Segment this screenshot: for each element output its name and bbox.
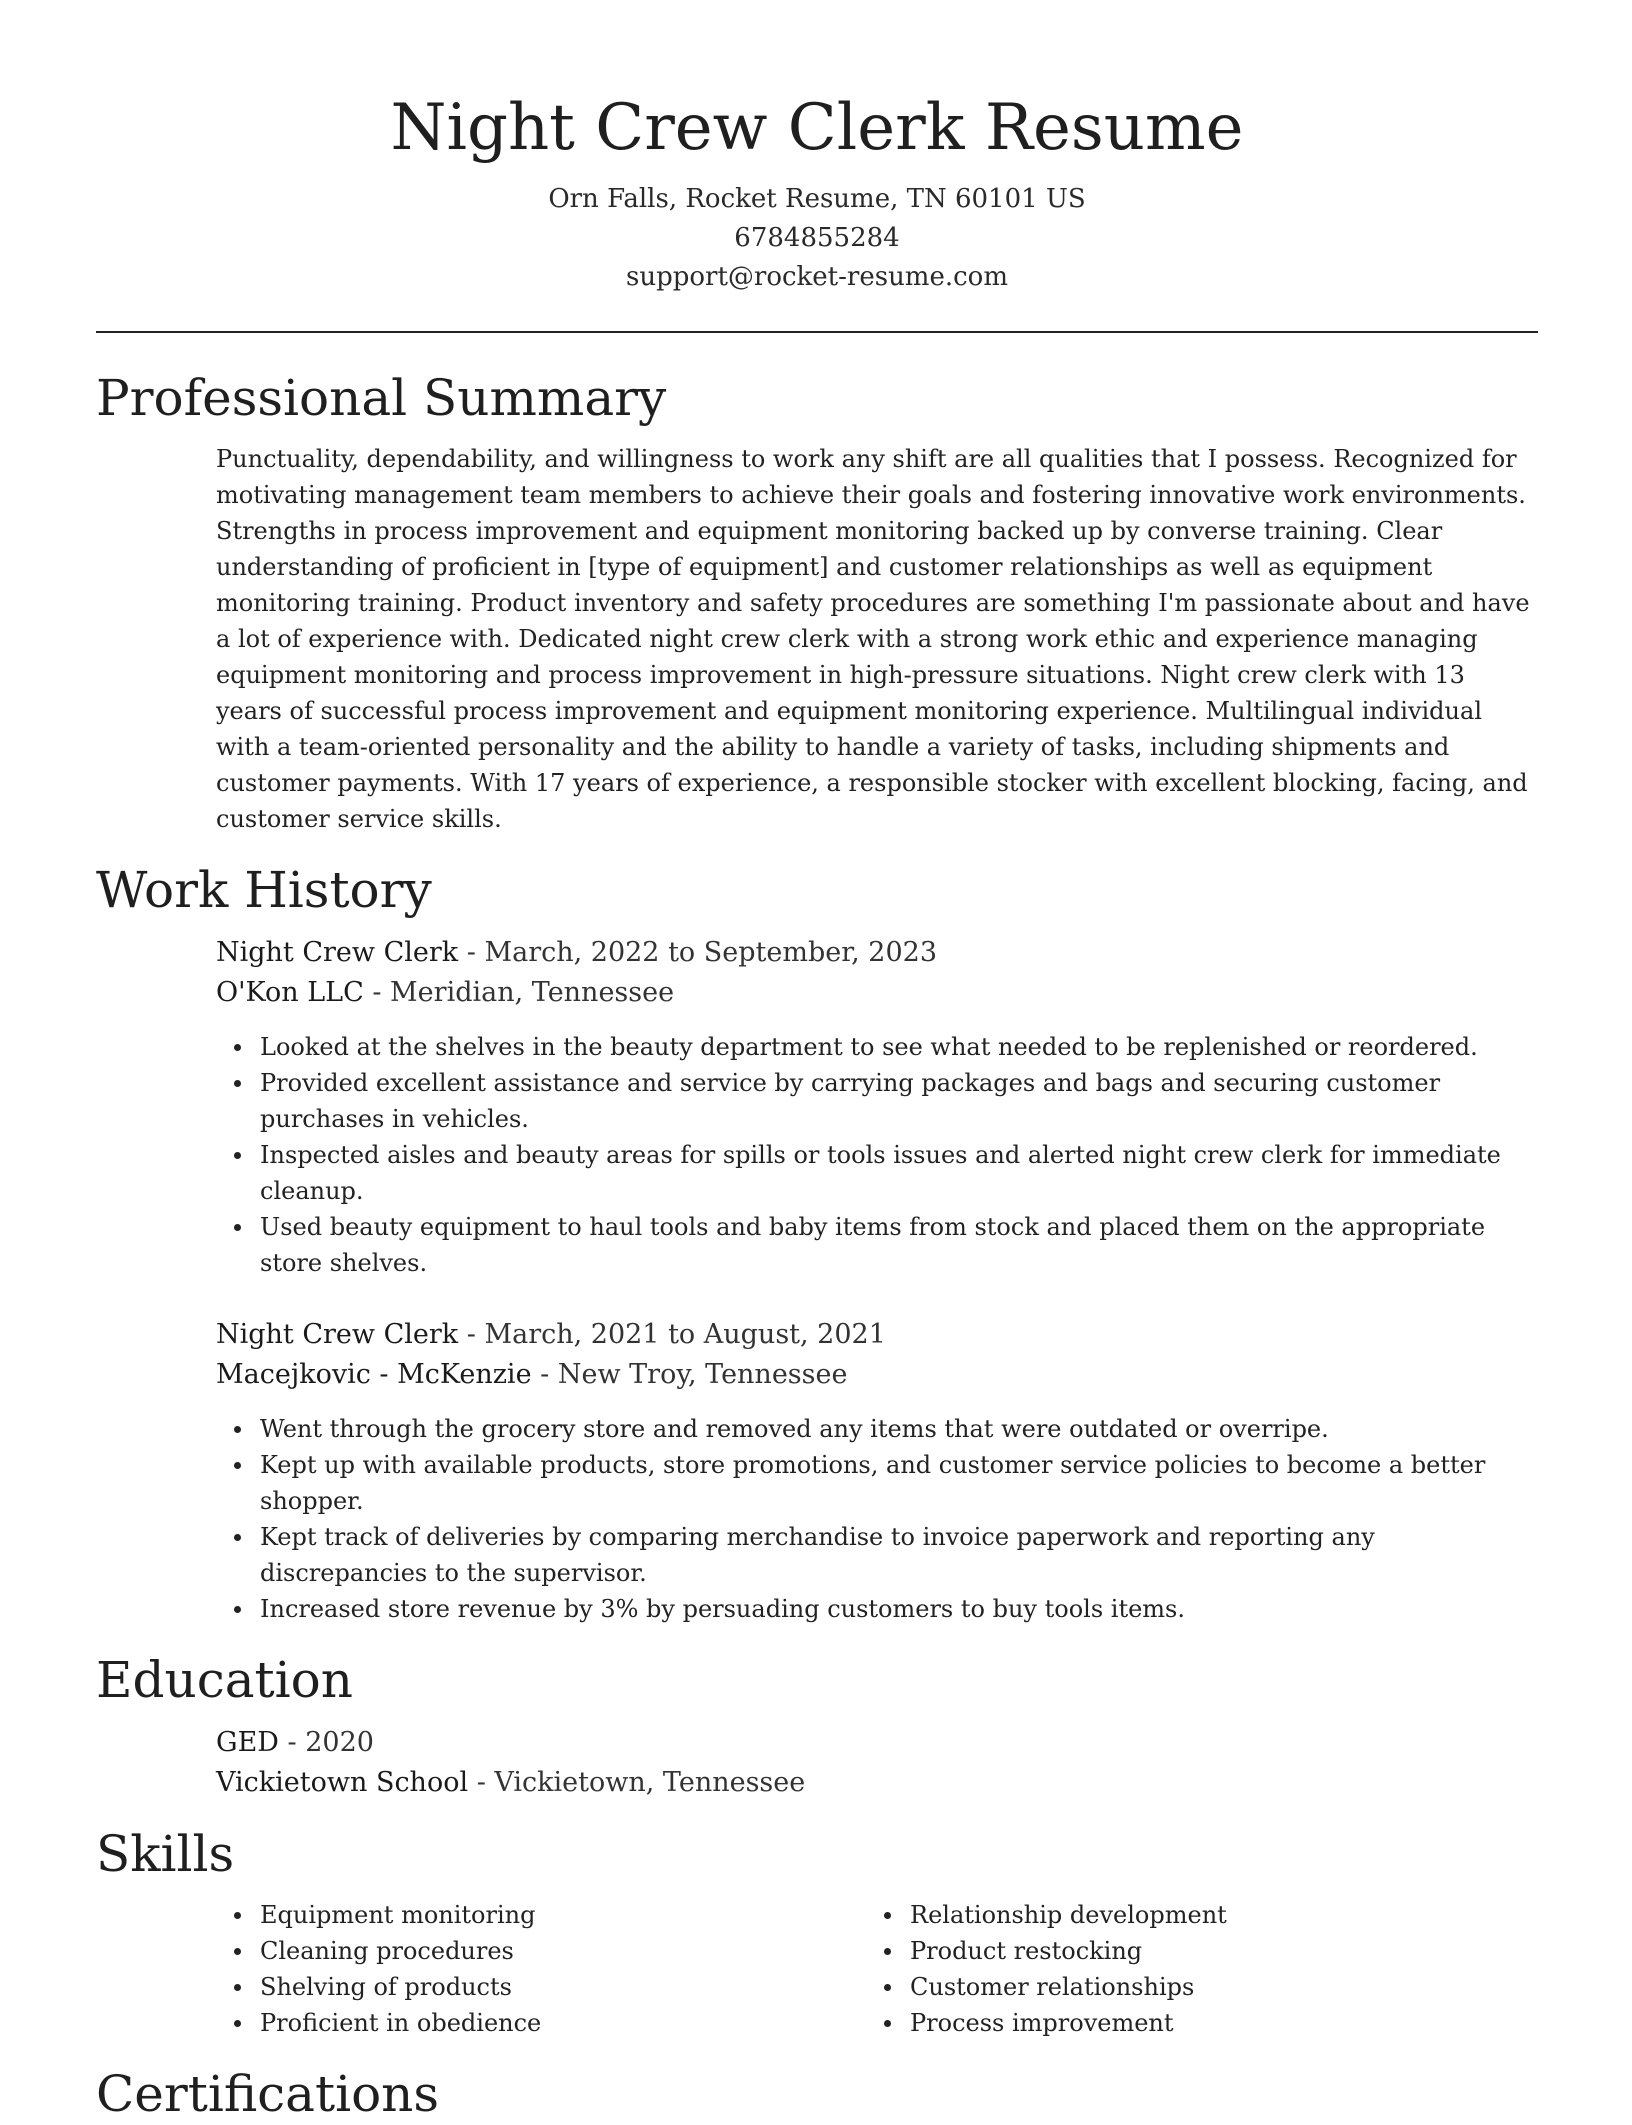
job-company: Macejkovic - McKenzie <box>216 1359 532 1390</box>
skill-item: Equipment monitoring <box>260 1897 866 1933</box>
job-position: Night Crew Clerk <box>216 937 459 968</box>
job-position: Night Crew Clerk <box>216 1319 459 1350</box>
job-entry <box>216 1315 1538 1627</box>
skills-column-right <box>866 1897 1516 2041</box>
job-company: O'Kon LLC <box>216 977 364 1008</box>
job-duties-list <box>216 1029 1538 1281</box>
contact-block <box>96 180 1538 297</box>
skill-item: Cleaning procedures <box>260 1933 866 1969</box>
summary-text: Punctuality, dependability, and willingness to work any shift are all qualities that I possess. Recognized for motivating management team members to achieve their goals and fostering innovative work environments. Strengths in process improvement and equipment monitoring backed up by converse training. Clear understanding of proficient in [type of equipment] and customer relationships as well as equipment monitoring training. Product inventory and safety procedures are something I'm passionate about and have a lot of experience with. Dedicated night crew clerk with a strong work ethic and experience managing equipment monitoring and process improvement in high-pressure situations. Night crew clerk with 13 years of successful process improvement and equipment monitoring experience. Multilingual individual with a team-oriented personality and the ability to handle a variety of tasks, including shipments and customer payments. With 17 years of experience, a responsible stocker with excellent blocking, facing, and customer service skills. <box>216 445 1530 833</box>
job-duty-item: Looked at the shelves in the beauty department to see what needed to be replenished or reordered. <box>260 1029 1538 1065</box>
skill-item: Proficient in obedience <box>260 2005 866 2041</box>
job-location: - Meridian, Tennessee <box>363 977 675 1008</box>
resume-page <box>96 0 1538 2125</box>
education-degree: GED <box>216 1727 279 1758</box>
skills-grid <box>216 1897 1538 2041</box>
education-location: - Vickietown, Tennessee <box>468 1767 806 1798</box>
job-duty-item: Kept track of deliveries by comparing merchandise to invoice paperwork and reporting any discrepancies to the supervisor. <box>260 1519 1538 1591</box>
education-degree-line <box>216 1723 1538 1763</box>
skill-item: Relationship development <box>910 1897 1516 1933</box>
skill-item: Shelving of products <box>260 1969 866 2005</box>
section-title-summary: Professional Summary <box>96 369 667 427</box>
job-duties-list <box>216 1411 1538 1627</box>
skill-item: Customer relationships <box>910 1969 1516 2005</box>
resume-header <box>96 0 1538 297</box>
section-title-certifications: Certifications <box>96 2065 440 2123</box>
job-duty-item: Inspected aisles and beauty areas for spills or tools issues and alerted night crew clerk for immediate cleanup. <box>260 1137 1538 1209</box>
job-duty-item: Increased store revenue by 3% by persuading customers to buy tools items. <box>260 1591 1538 1627</box>
job-company-line <box>216 973 1538 1013</box>
job-dates: - March, 2021 to August, 2021 <box>458 1319 886 1350</box>
job-duty-item: Kept up with available products, store promotions, and customer service policies to become a better shopper. <box>260 1447 1538 1519</box>
resume-title: Night Crew Clerk Resume <box>390 91 1244 165</box>
skills-column-left <box>216 1897 866 2041</box>
job-entry <box>216 933 1538 1281</box>
job-duty-item: Used beauty equipment to haul tools and baby items from stock and placed them on the appropriate store shelves. <box>260 1209 1538 1281</box>
education-entry <box>216 1723 1538 1803</box>
contact-address: Orn Falls, Rocket Resume, TN 60101 US <box>548 184 1086 214</box>
job-duty-item: Went through the grocery store and removed any items that were outdated or overripe. <box>260 1411 1538 1447</box>
section-title-skills: Skills <box>96 1825 235 1883</box>
education-school-line <box>216 1763 1538 1803</box>
job-title-line <box>216 933 1538 973</box>
section-title-work-history: Work History <box>96 861 432 919</box>
header-divider <box>96 331 1538 333</box>
job-location: - New Troy, Tennessee <box>531 1359 848 1390</box>
education-school: Vickietown School <box>216 1767 469 1798</box>
work-history-list <box>216 933 1538 1627</box>
skills-list <box>216 1897 866 2041</box>
job-title-line <box>216 1315 1538 1355</box>
job-company-line <box>216 1355 1538 1395</box>
contact-phone: 6784855284 <box>734 223 900 253</box>
education-year: - 2020 <box>278 1727 374 1758</box>
contact-email: support@rocket-resume.com <box>625 262 1008 292</box>
section-title-education: Education <box>96 1651 353 1709</box>
skill-item: Process improvement <box>910 2005 1516 2041</box>
job-duty-item: Provided excellent assistance and service by carrying packages and bags and securing customer purchases in vehicles. <box>260 1065 1538 1137</box>
skills-list <box>866 1897 1516 2041</box>
skill-item: Product restocking <box>910 1933 1516 1969</box>
job-dates: - March, 2022 to September, 2023 <box>458 937 938 968</box>
